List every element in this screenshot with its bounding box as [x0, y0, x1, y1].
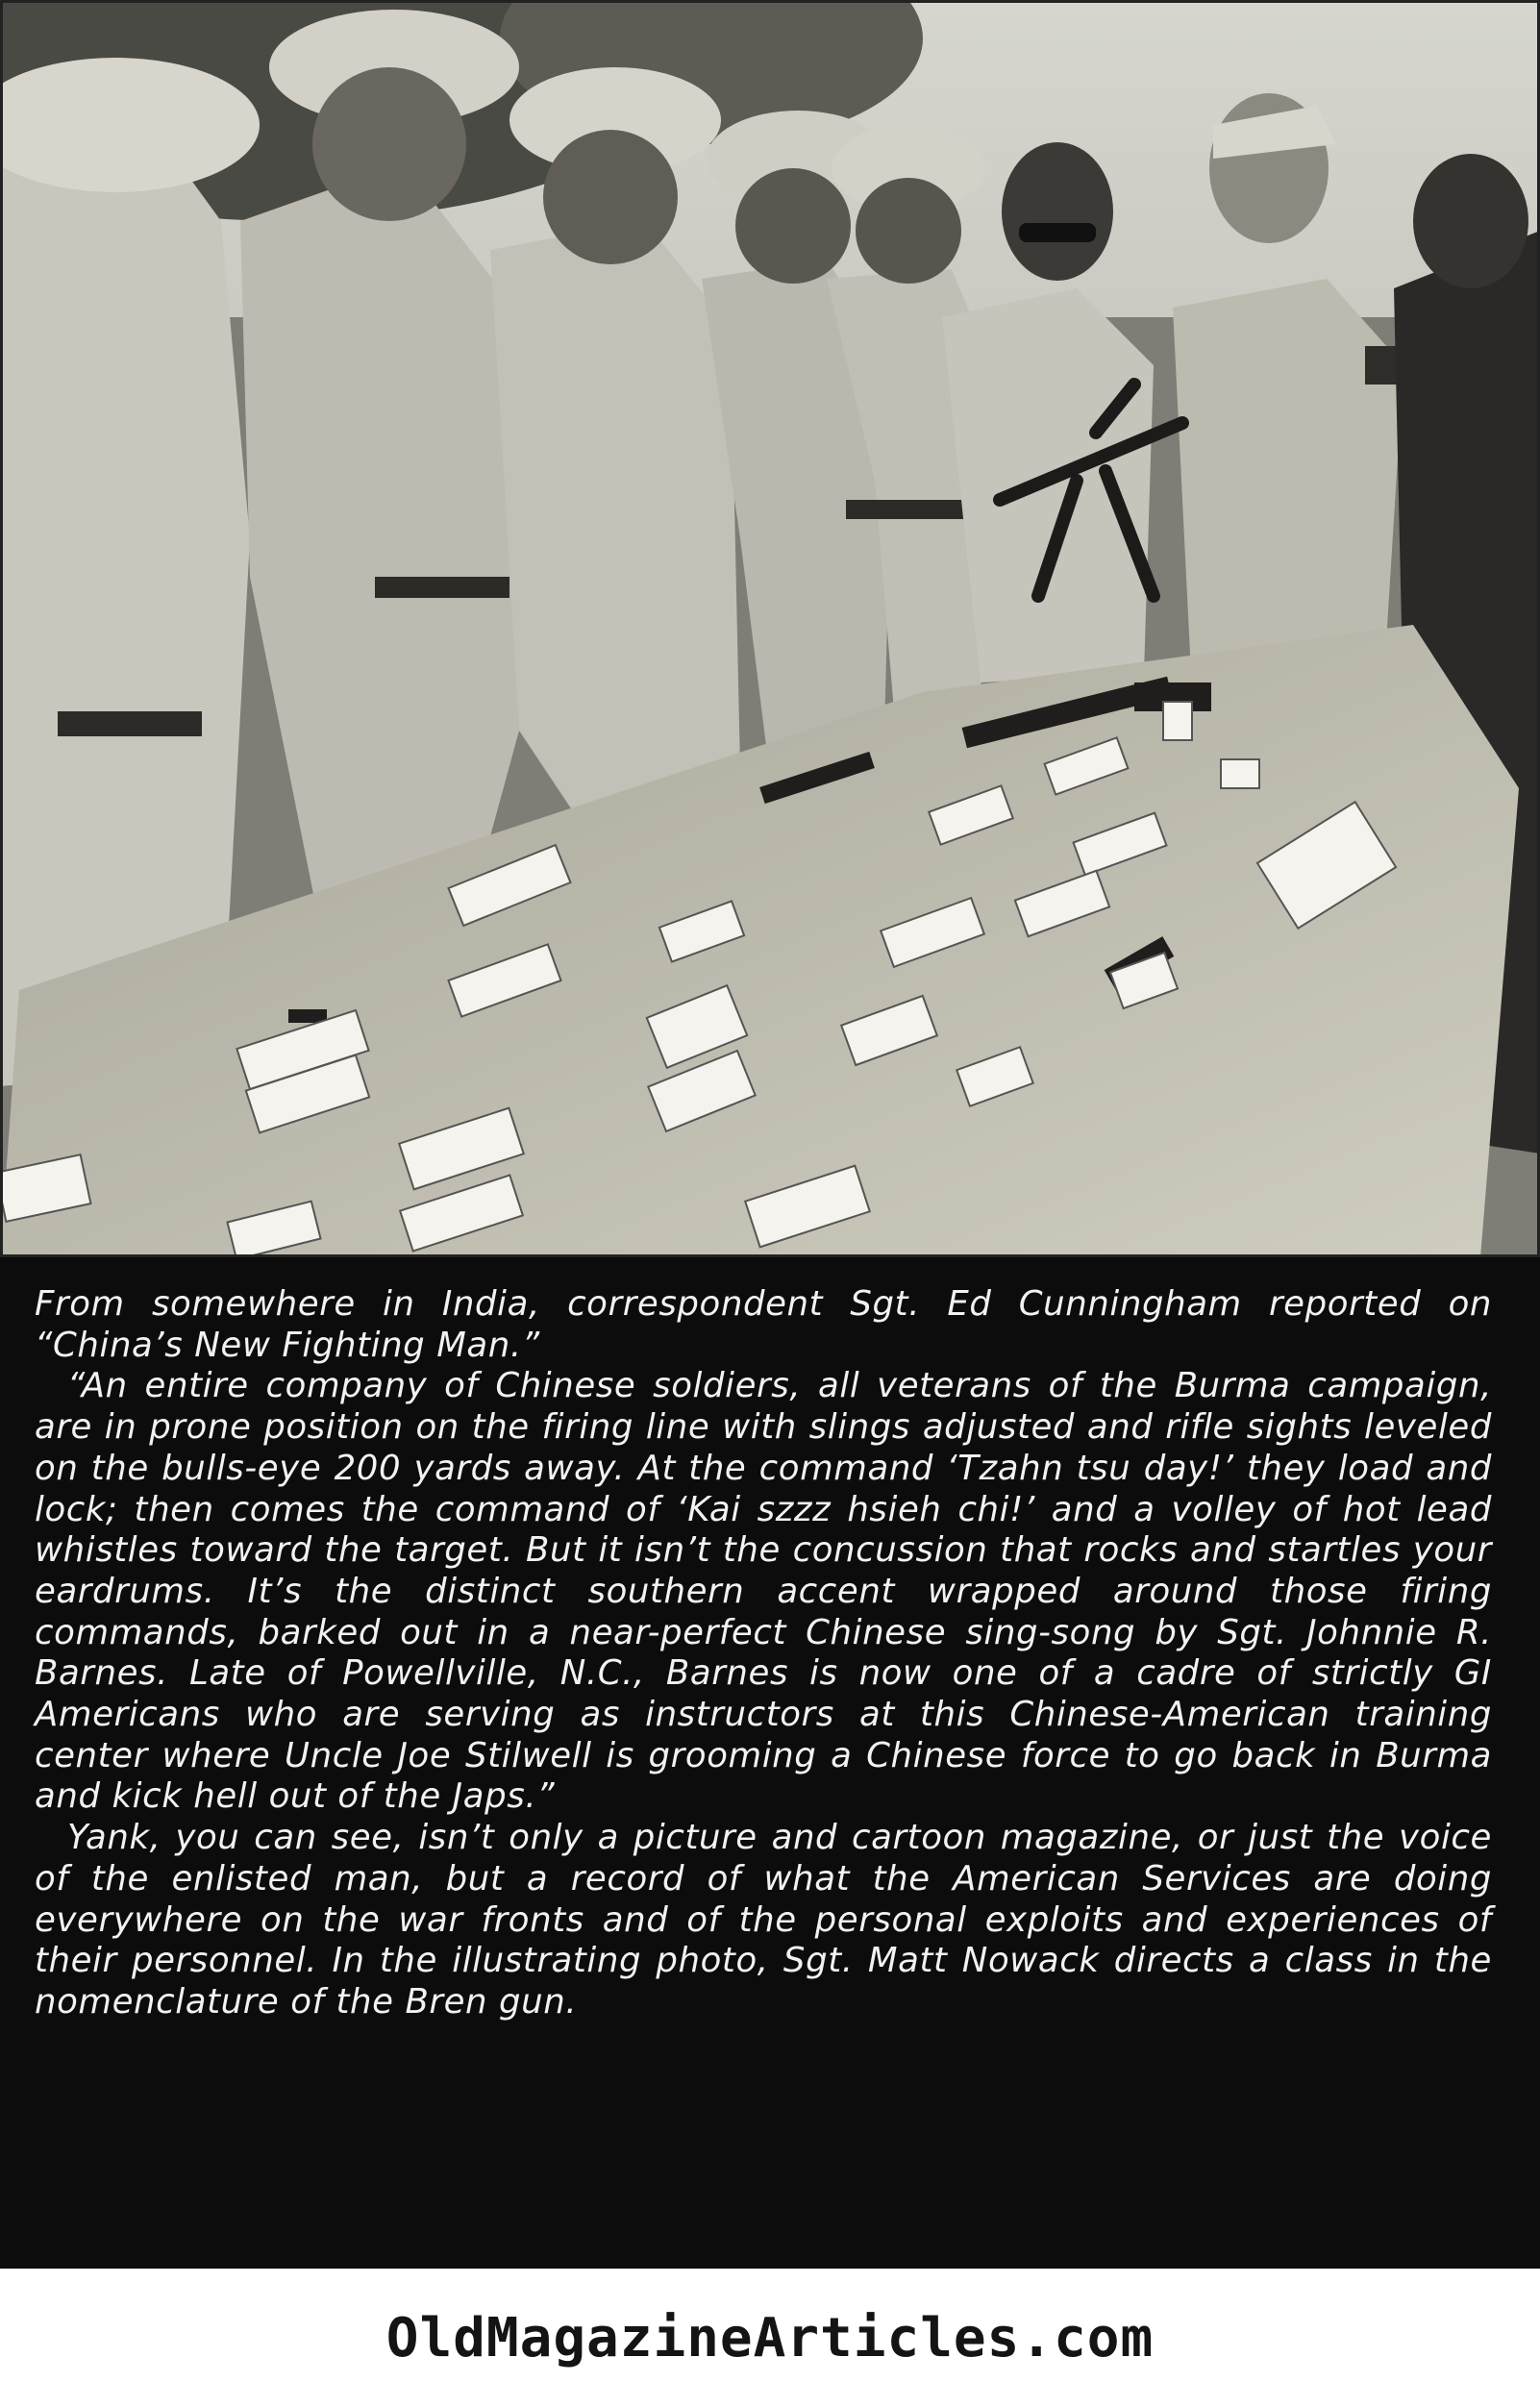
article-text — [0, 1257, 1540, 2269]
site-watermark: OldMagazineArticles.com — [385, 2306, 1155, 2370]
article-paragraph: Yank, you can see, isn’t only a picture and cartoon magazine, or just the voice of the enlisted man, but a record of what the American Services are doing everywhere on the war fronts and of the personal exploits and experiences of their personnel. In the illustrating photo, Sgt. Matt Nowack directs a class in the nomenclature of the Bren gun. — [35, 1818, 1492, 2022]
site-footer — [0, 2269, 1540, 2407]
article-paragraph: From somewhere in India, correspondent Sgt. Ed Cunningham reported on “China’s New Fighting Man.” — [35, 1284, 1492, 1365]
article-paragraph: “An entire company of Chinese soldiers, all veterans of the Burma campaign, are in prone position on the firing line with slings adjusted and rifle sights leveled on the bulls-eye 200 yards away. At the command ‘Tzahn tsu day!’ they load and lock; then comes the command of ‘Kai szzz hsieh chi!’ and a volley of hot lead whistles toward the target. But it isn’t the concussion that rocks and startles your eardrums. It’s the distinct southern accent wrapped around those firing commands, barked out in a near-perfect Chinese sing-song by Sgt. Johnnie R. Barnes. Late of Powellville, N.C., Barnes is now one of a cadre of strictly GI Americans who are serving as instructors at this Chinese-American training center where Uncle Joe Stilwell is grooming a Chinese force to go back in Burma and kick hell out of the Japs.” — [35, 1366, 1492, 1817]
photo-dark-figure-head — [1413, 154, 1528, 288]
